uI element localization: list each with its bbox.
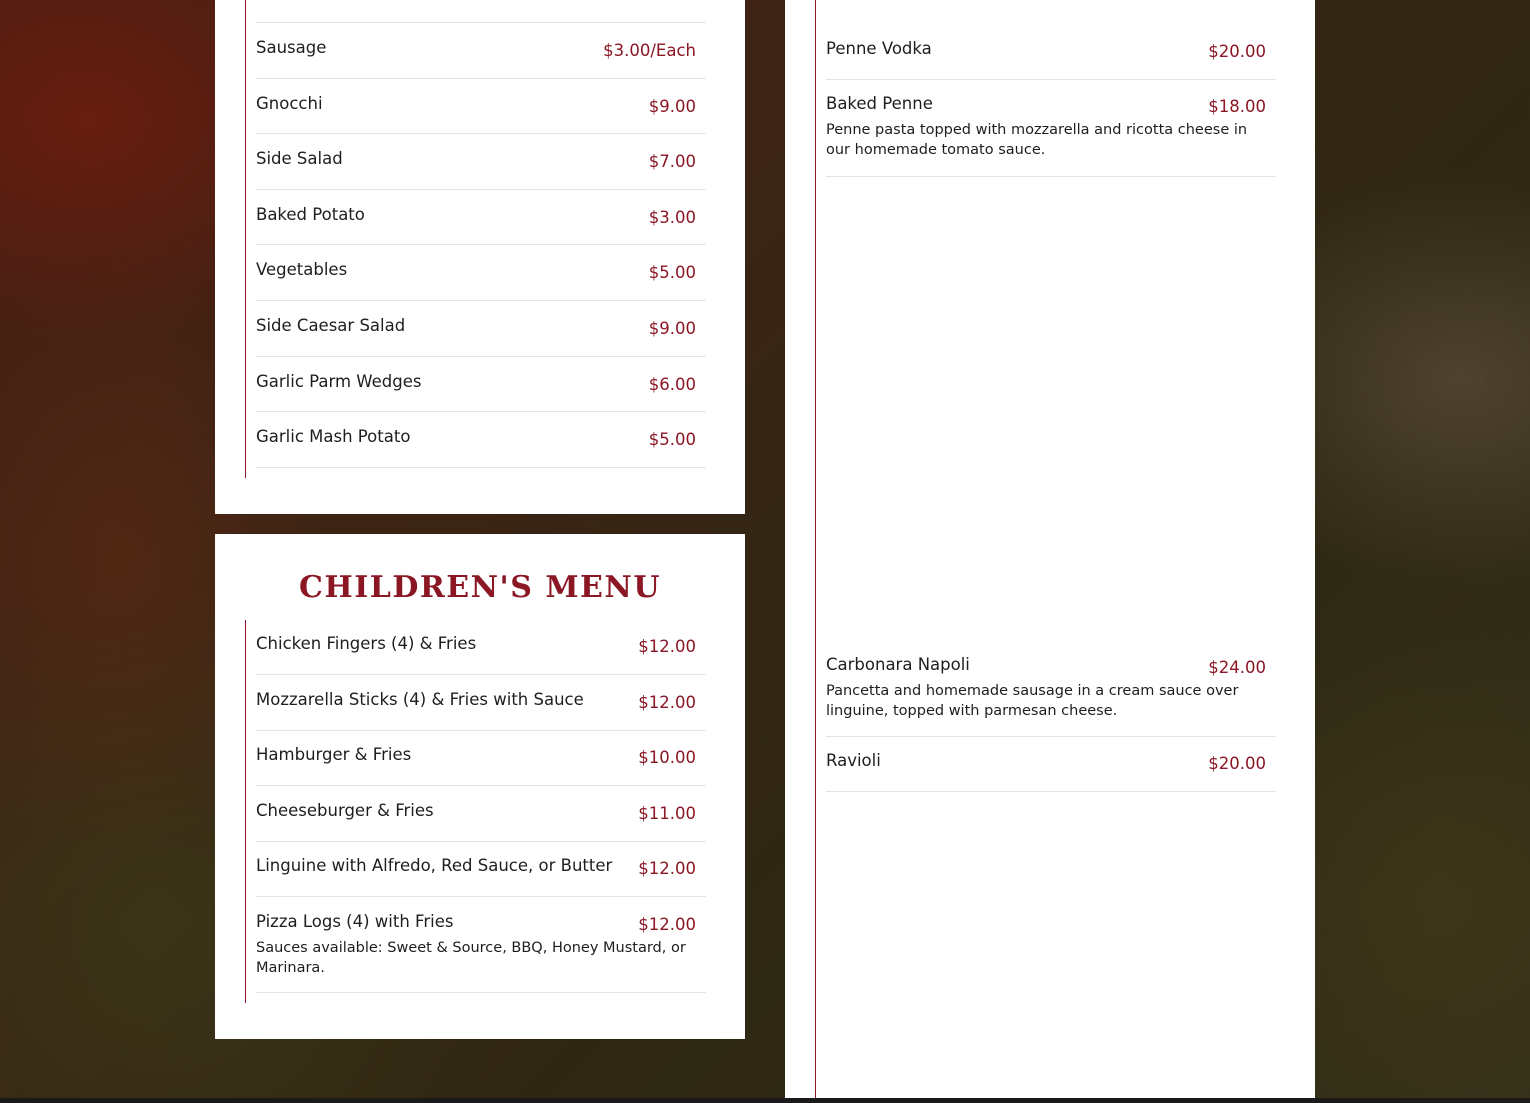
- item-name: Linguine with Alfredo, Red Sauce, or Butter: [256, 856, 613, 875]
- item-price: $9.00: [648, 97, 696, 116]
- pasta-item-carbonara-napoli: [826, 655, 1276, 737]
- item-price: $24.00: [1208, 658, 1266, 677]
- item-price: $7.00: [648, 152, 696, 171]
- sides-item-gnocchi: [256, 94, 706, 134]
- item-price: $20.00: [1208, 754, 1266, 773]
- sides-item-sausage: [256, 38, 706, 79]
- pasta-panel: [785, 0, 1315, 1098]
- children-item-linguine: [256, 856, 706, 897]
- item-name: Ravioli: [826, 751, 881, 770]
- section-title: CHILDREN'S MENU: [298, 570, 662, 605]
- sides-item-side-salad: [256, 149, 706, 190]
- item-name: Pizza Logs (4) with Fries: [256, 912, 454, 931]
- item-price: $6.00: [648, 375, 696, 394]
- item-name: Vegetables: [256, 260, 348, 279]
- item-description: Penne pasta topped with mozzarella and ricotta cheese in our homemade tomato sauce.: [826, 122, 1248, 158]
- sides-item-vegetables: [256, 260, 706, 301]
- item-name: Side Caesar Salad: [256, 316, 406, 335]
- pasta-list: [815, 0, 1286, 1098]
- item-price: $3.00/Each: [603, 41, 696, 60]
- item-name: Baked Potato: [256, 205, 365, 224]
- item-price: $3.00: [648, 208, 696, 227]
- item-description: Pancetta and homemade sausage in a cream sauce over linguine, topped with parmesan cheese.: [826, 683, 1239, 719]
- children-item-pizza-logs: [256, 912, 706, 993]
- item-name: Sausage: [256, 38, 327, 57]
- item-price: $9.00: [648, 319, 696, 338]
- item-price: $5.00: [648, 430, 696, 449]
- item-price: $11.00: [638, 804, 696, 823]
- item-name: Mozzarella Sticks (4) & Fries with Sauce: [256, 690, 584, 709]
- item-price: $12.00: [638, 637, 696, 656]
- sides-item-garlic-parm-wedges: [256, 372, 706, 412]
- item-price: $12.00: [638, 915, 696, 934]
- item-price: $18.00: [1208, 97, 1266, 116]
- item-price: $10.00: [638, 748, 696, 767]
- sides-list: [245, 0, 716, 478]
- children-menu-list: [245, 620, 716, 1003]
- sides-item-baked-potato: [256, 205, 706, 245]
- page-bottom-bar: [0, 1098, 1530, 1103]
- item-name: Gnocchi: [256, 94, 323, 113]
- item-name: Garlic Mash Potato: [256, 427, 411, 446]
- item-description: Sauces available: Sweet & Source, BBQ, Honey Mustard, or Marinara.: [256, 940, 686, 976]
- item-name: Carbonara Napoli: [826, 655, 970, 674]
- pasta-item-ravioli: [826, 751, 1276, 792]
- sides-item-side-caesar-salad: [256, 316, 706, 357]
- item-name: Chicken Fingers (4) & Fries: [256, 634, 477, 653]
- item-price: $12.00: [638, 693, 696, 712]
- item-name: Side Salad: [256, 149, 343, 168]
- item-name: Garlic Parm Wedges: [256, 372, 422, 391]
- item-name: Baked Penne: [826, 94, 933, 113]
- item-name: Penne Vodka: [826, 39, 932, 58]
- item-price: $5.00: [648, 263, 696, 282]
- children-menu-panel: [215, 534, 745, 1039]
- sides-panel: [215, 0, 745, 514]
- children-item-hamburger: [256, 745, 706, 786]
- item-name: Cheeseburger & Fries: [256, 801, 434, 820]
- item-price: $20.00: [1208, 42, 1266, 61]
- item-price: $12.00: [638, 859, 696, 878]
- children-item-mozzarella-sticks: [256, 690, 706, 731]
- children-item-cheeseburger: [256, 801, 706, 842]
- children-item-chicken-fingers: [256, 634, 706, 675]
- pasta-item-penne-vodka: [826, 39, 1276, 80]
- pasta-item-baked-penne: [826, 94, 1276, 177]
- sides-item-garlic-mash-potato: [256, 427, 706, 468]
- item-name: Hamburger & Fries: [256, 745, 412, 764]
- sides-item-partial: [256, 0, 706, 23]
